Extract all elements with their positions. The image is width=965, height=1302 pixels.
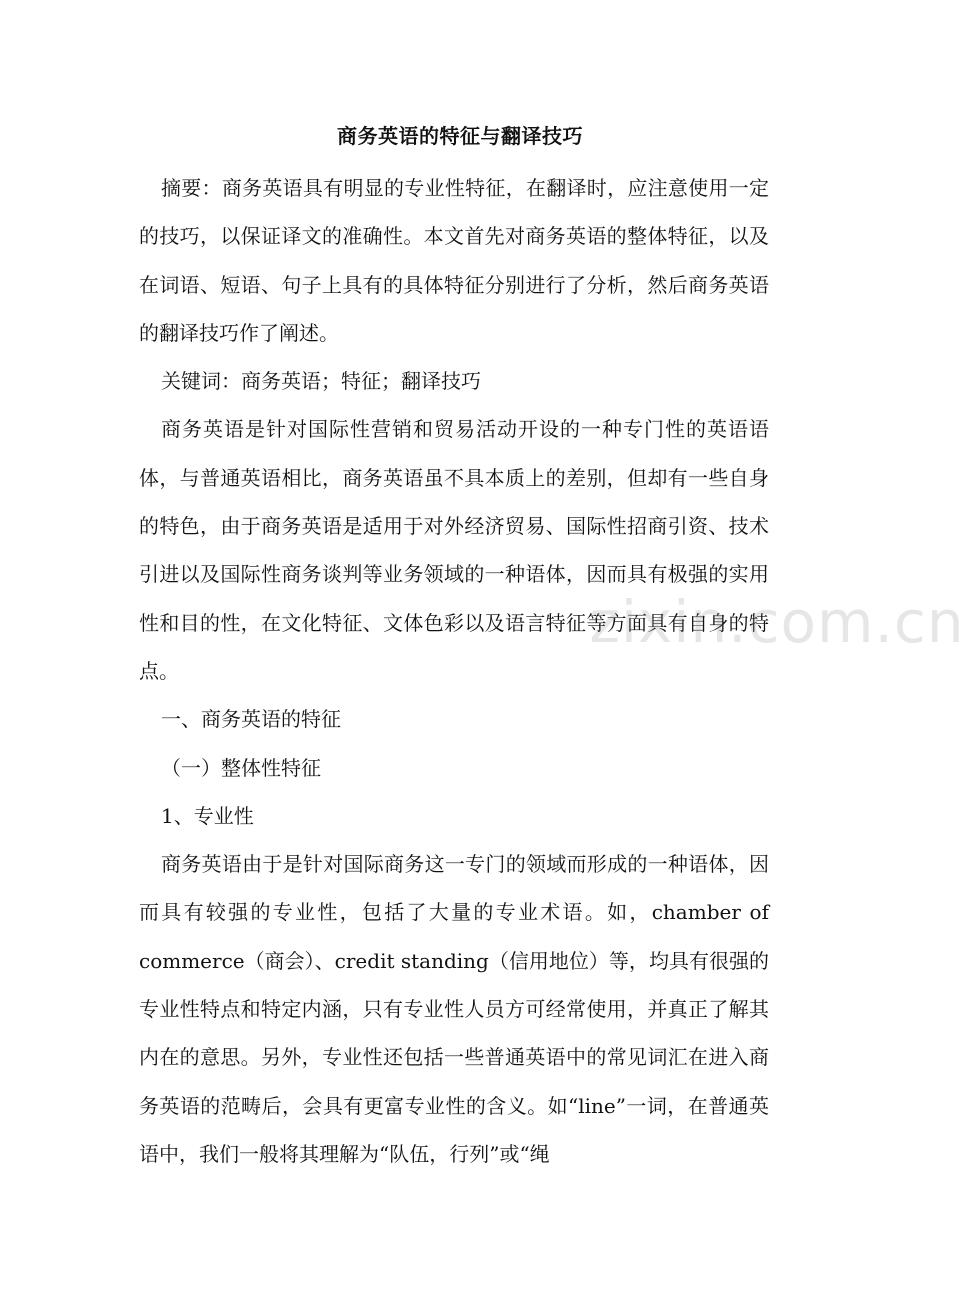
abstract-paragraph: 摘要：商务英语具有明显的专业性特征，在翻译时，应注意使用一定的技巧，以保证译文的准确性。本文首先对商务英语的整体特征，以及在词语、短语、句子上具有的具体特征分别进行了分析，然后商务英语的翻译技巧作了阐述。 xyxy=(139,176,769,345)
point-heading: 1、专业性 xyxy=(161,803,254,828)
intro-paragraph: 商务英语是针对国际性营销和贸易活动开设的一种专门性的英语语体，与普通英语相比，商务英语虽不具本质上的差别，但却有一些自身的特色，由于商务英语是适用于对外经济贸易、国际性招商引资、技术引进以及国际性商务谈判等业务领域的一种语体，因而具有极强的实用性和目的性，在文化特征、文体色彩以及语言特征等方面具有自身的特点。 xyxy=(139,417,769,683)
body-paragraph: 商务英语由于是针对国际商务这一专门的领域而形成的一种语体，因而具有较强的专业性，包括了大量的专业术语。如，chamber of commerce（商会）、credit standing（信用地位）等，均具有很强的专业性特点和特定内涵，只有专业性人员方可经常使用，并真正了解其内在的意思。另外，专业性还包括一些普通英语中的常见词汇在进入商务英语的范畴后，会具有更富专业性的含义。如“line”一词，在普通英语中，我们一般将其理解为“队伍，行列”或“绳 xyxy=(139,852,769,1166)
watermark: zixin.com.cn xyxy=(589,588,965,656)
keywords-paragraph: 关键词：商务英语；特征；翻译技巧 xyxy=(161,369,481,394)
section-heading: 一、商务英语的特征 xyxy=(161,707,341,732)
subsection-heading: （一）整体性特征 xyxy=(161,755,321,780)
document-title: 商务英语的特征与翻译技巧 xyxy=(337,124,583,148)
